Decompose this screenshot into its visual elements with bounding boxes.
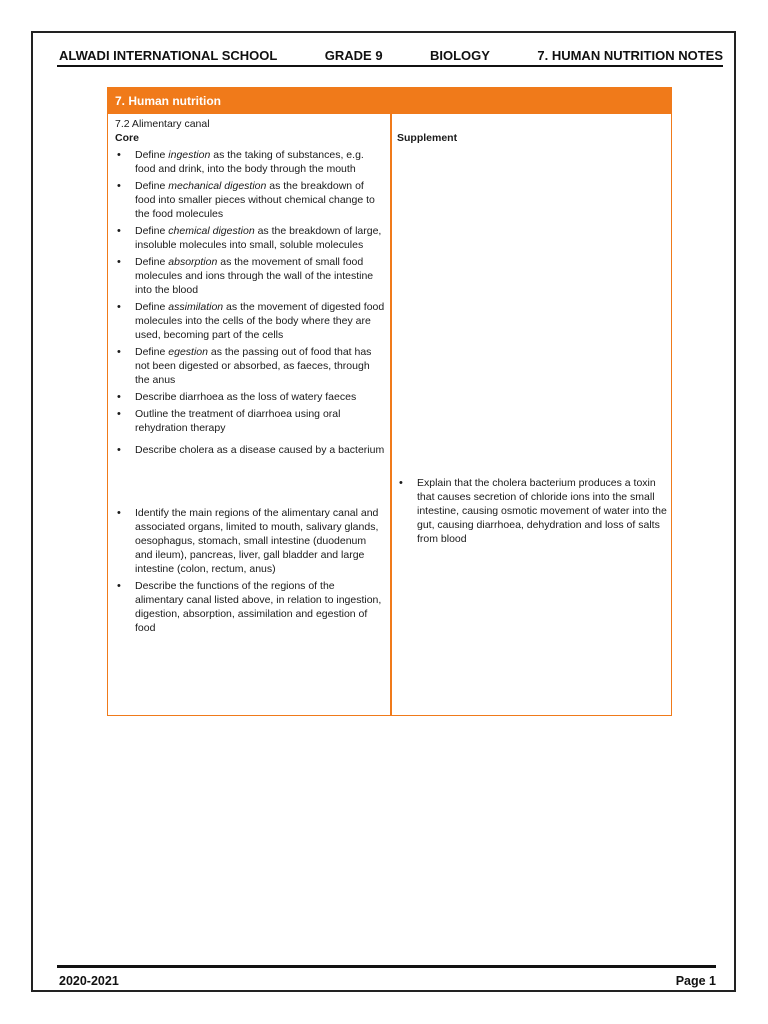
topic-label: 7. HUMAN NUTRITION NOTES bbox=[537, 48, 723, 63]
subject-label: BIOLOGY bbox=[430, 48, 490, 63]
column-divider bbox=[390, 114, 392, 715]
syllabus-heading: 7. Human nutrition bbox=[108, 88, 671, 114]
core-title: Core bbox=[115, 132, 139, 144]
supplement-list bbox=[397, 476, 667, 546]
core-list bbox=[115, 148, 385, 635]
page-footer bbox=[59, 974, 716, 988]
header-rule bbox=[57, 65, 723, 67]
core-item: • Describe cholera as a disease caused by a bacterium bbox=[115, 443, 385, 457]
supplement-column bbox=[397, 114, 667, 545]
footer-rule bbox=[57, 965, 716, 968]
core-item: • Describe diarrhoea as the loss of watery faeces bbox=[115, 390, 385, 404]
core-column bbox=[115, 114, 385, 635]
page-header bbox=[59, 48, 723, 63]
core-item: • Outline the treatment of diarrhoea using oral rehydration therapy bbox=[115, 407, 385, 435]
school-year: 2020-2021 bbox=[59, 974, 119, 988]
school-name: ALWADI INTERNATIONAL SCHOOL bbox=[59, 48, 278, 63]
supplement-item: • Explain that the cholera bacterium produces a toxin that causes secretion of chloride ions into the small intestine, causing osmotic movement of water into the gut, causing diarrhoea, dehydration and loss of salts from blood bbox=[397, 476, 667, 546]
core-item: • Define chemical digestion as the breakdown of large, insoluble molecules into small, soluble molecules bbox=[115, 224, 385, 252]
core-item: • Define ingestion as the taking of substances, e.g. food and drink, into the body through the mouth bbox=[115, 148, 385, 176]
core-item: • Define assimilation as the movement of digested food molecules into the cells of the body where they are used, becoming part of the cells bbox=[115, 300, 385, 342]
subtopic-title: 7.2 Alimentary canal bbox=[115, 118, 210, 130]
supplement-title: Supplement bbox=[397, 132, 458, 144]
core-item: • Define mechanical digestion as the breakdown of food into smaller pieces without chemical change to the food molecules bbox=[115, 179, 385, 221]
core-item: • Define egestion as the passing out of food that has not been digested or absorbed, as faeces, through the anus bbox=[115, 345, 385, 387]
page-number: Page 1 bbox=[675, 974, 716, 988]
core-item: • Define absorption as the movement of small food molecules and ions through the wall of the intestine into the blood bbox=[115, 255, 385, 297]
core-item: • Describe the functions of the regions of the alimentary canal listed above, in relation to ingestion, digestion, absorption, assimilation and egestion of food bbox=[115, 579, 385, 635]
grade-label: GRADE 9 bbox=[324, 48, 383, 63]
core-item: • Identify the main regions of the alimentary canal and associated organs, limited to mouth, salivary glands, oesophagus, stomach, small intestine (duodenum and ileum), pancreas, liver, gall bladder and large intestine (colon, rectum, anus) bbox=[115, 506, 385, 576]
syllabus-table bbox=[107, 87, 672, 716]
